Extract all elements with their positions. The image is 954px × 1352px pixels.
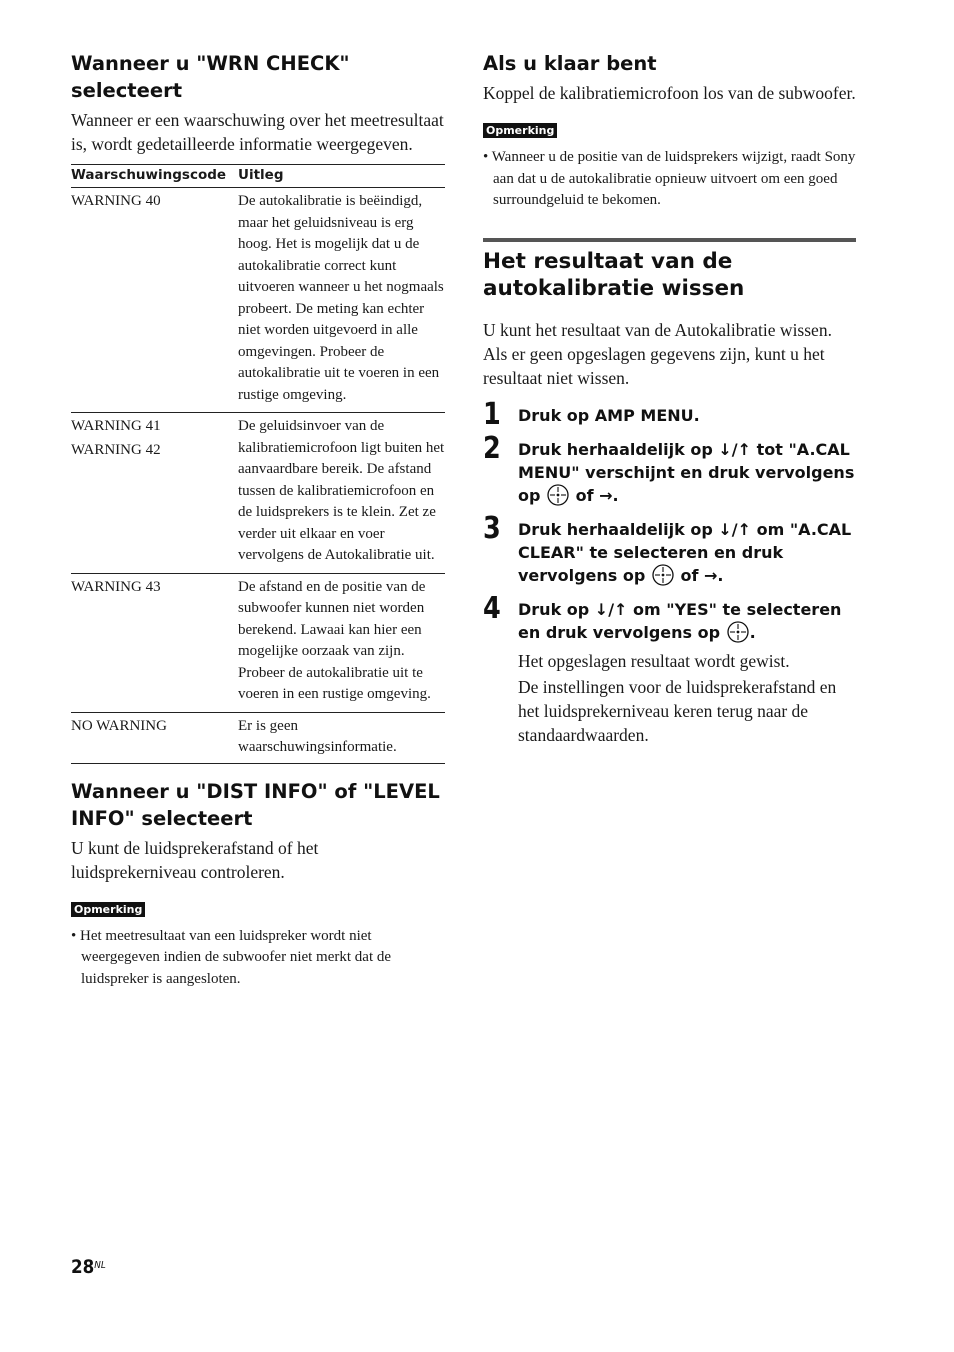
step-result: De instellingen voor de luidsprekerafstand en het luidsprekerniveau keren terug naar de standaardwaarden. <box>518 676 837 745</box>
warning-code: WARNING 43 <box>71 578 161 595</box>
right-column <box>483 50 856 747</box>
table-row <box>71 413 445 574</box>
step-number: 4 <box>483 590 501 626</box>
enter-button-icon <box>727 621 749 643</box>
warning-code: WARNING 42 <box>71 442 161 458</box>
step-instruction-tail: of →. <box>680 565 724 585</box>
table-row <box>71 573 445 712</box>
dist-info-intro: U kunt de luidsprekerafstand of het luidsprekerniveau controleren. <box>71 837 319 882</box>
step-3 <box>483 510 856 587</box>
wrn-check-intro: Wanneer er een waarschuwing over het meetresultaat is, wordt gedetailleerde informatie weergegeven. <box>71 110 444 154</box>
step-text <box>518 518 856 587</box>
wrn-check-heading: Wanneer u "WRN CHECK" selecteert <box>71 52 350 102</box>
section-intro: U kunt het resultaat van de Autokalibratie wissen. Als er geen opgeslagen gegevens zijn, kunt u het resultaat niet wissen. <box>483 319 832 388</box>
column-header-explanation: Uitleg <box>238 165 445 188</box>
table-row <box>71 712 445 763</box>
step-text <box>518 404 856 427</box>
step-number: 1 <box>483 396 501 432</box>
enter-button-icon <box>547 484 569 506</box>
warning-code: NO WARNING <box>71 717 167 734</box>
note-item: • Wanneer u de positie van de luidsprekers wijzigt, raadt Sony aan dat u de autokalibratie opnieuw uitvoert om een goed surroundgeluid te bekomen. <box>483 149 856 208</box>
warning-code-cell <box>71 413 238 574</box>
step-result: Het opgeslagen resultaat wordt gewist. <box>518 650 790 671</box>
note-badge: Opmerking <box>483 123 557 138</box>
step-number: 3 <box>483 510 501 546</box>
section-title: Het resultaat van de autokalibratie wissen <box>483 248 745 301</box>
left-column <box>71 50 445 990</box>
note-badge: Opmerking <box>71 902 145 917</box>
table-row <box>71 188 445 413</box>
step-4 <box>483 590 856 747</box>
step-1 <box>483 396 856 432</box>
warning-code: WARNING 41 <box>71 418 161 434</box>
step-instruction: Druk op AMP MENU. <box>518 405 700 425</box>
warning-code-cell <box>71 573 238 712</box>
done-heading: Als u klaar bent <box>483 52 657 75</box>
table-header-row <box>71 165 445 188</box>
warning-table <box>71 164 445 764</box>
page-language-code: NL <box>94 1260 106 1271</box>
warning-explanation: Er is geen waarschuwingsinformatie. <box>238 712 445 763</box>
warning-code-cell <box>71 188 238 413</box>
step-instruction-tail: . <box>749 622 756 642</box>
step-2 <box>483 430 856 507</box>
step-instruction-tail: of →. <box>575 485 619 505</box>
note-block <box>71 900 445 991</box>
enter-button-icon <box>652 564 674 586</box>
warning-code-cell <box>71 712 238 763</box>
warning-explanation: De geluidsinvoer van de kalibratiemicrofoon ligt buiten het aanvaardbare bereik. De afstand tussen de kalibratiemicrofoon en de luidsprekers is te klein. Zet ze verder uit elkaar en voer vervolgens de Autokalibratie uit. <box>238 413 445 574</box>
note-item: • Het meetresultaat van een luidspreker wordt niet weergegeven indien de subwoofer niet merkt dat de luidspreker is aangesloten. <box>71 927 392 987</box>
warning-code: WARNING 40 <box>71 193 161 209</box>
section-divider <box>483 238 856 242</box>
page-number <box>71 1256 106 1278</box>
step-number: 2 <box>483 430 501 466</box>
note-list <box>483 147 856 212</box>
step-instruction: Druk op ↓/↑ om "YES" te selecteren en druk vervolgens op <box>518 599 842 642</box>
step-text <box>518 598 856 644</box>
done-text: Koppel de kalibratiemicrofoon los van de subwoofer. <box>483 83 856 103</box>
note-block <box>483 121 856 212</box>
dist-info-heading: Wanneer u "DIST INFO" of "LEVEL INFO" selecteert <box>71 779 440 830</box>
steps-list <box>483 396 856 747</box>
warning-explanation: De afstand en de positie van de subwoofer kunnen niet worden berekend. Lawaai kan hier een mogelijke oorzaak van zijn. Probeer de autokalibratie uit te voeren in een rustige omgeving. <box>238 573 445 712</box>
page-number-value: 28 <box>71 1256 95 1278</box>
step-instruction: Druk herhaaldelijk op ↓/↑ tot "A.CAL MENU" verschijnt en druk vervolgens op <box>518 439 855 505</box>
step-instruction: Druk herhaaldelijk op ↓/↑ om "A.CAL CLEAR" te selecteren en druk vervolgens op <box>518 519 852 585</box>
column-header-code: Waarschuwingscode <box>71 165 238 188</box>
step-text <box>518 438 856 507</box>
warning-explanation: De autokalibratie is beëindigd, maar het geluidsniveau is erg hoog. Het is mogelijk dat u de autokalibratie correct kunt uitvoeren wanneer u het nogmaals probeert. De meting kan echter niet worden uitgevoerd in alle omgevingen. Probeer de autokalibratie uit te voeren in een rustige omgeving. <box>238 188 445 413</box>
note-list <box>71 926 445 991</box>
